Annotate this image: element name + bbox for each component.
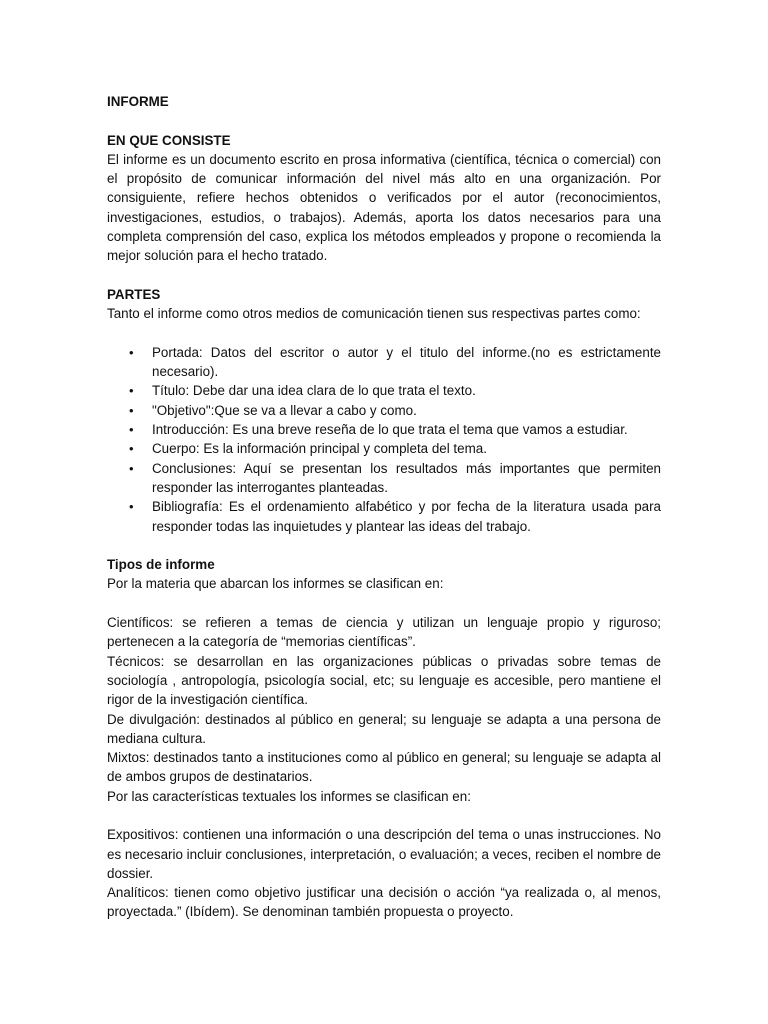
bullet-icon: • xyxy=(129,422,134,438)
bullet-icon: • xyxy=(129,499,134,515)
paragraph-expositivos: Expositivos: contienen una información o una descripción del tema o unas instrucciones. No es necesario incluir conclusiones, interpretación, o evaluación; a veces, reciben el nombre de dossier. xyxy=(107,827,661,881)
bullet-icon: • xyxy=(129,402,134,418)
section-heading-partes: PARTES xyxy=(107,286,161,302)
spacer xyxy=(107,536,661,555)
list-item-introduccion xyxy=(107,420,661,439)
spacer xyxy=(107,324,661,343)
paragraph-tecnicos: Técnicos: se desarrollan en las organizaciones públicas o privadas sobre temas de sociología , antropología, psicología social, etc; su lenguaje es accesible, pero mantiene el rigor de la investigación científica. xyxy=(107,653,661,708)
section-heading-consiste: EN QUE CONSISTE xyxy=(107,132,231,148)
list-item-cuerpo xyxy=(107,439,661,458)
list-item-text: "Objetivo":Que se va a llevar a cabo y como. xyxy=(152,402,417,418)
bullet-icon: • xyxy=(129,441,134,457)
bullet-icon: • xyxy=(129,460,134,476)
bullet-icon: • xyxy=(129,383,134,399)
spacer xyxy=(107,266,661,285)
paragraph-tipos-intro2: Por las características textuales los informes se clasifican en: xyxy=(107,788,471,804)
list-item-text: Portada: Datos del escritor o autor y el titulo del informe.(no es estrictamente necesario). xyxy=(152,344,661,380)
paragraph-consiste: El informe es un documento escrito en prosa informativa (científica, técnica o comercial) con el propósito de comunicar información del nivel más alto en una organización. Por consiguiente, refiere hechos obtenidos o verificados por el autor (reconocimientos, investigaciones, estudios, o trabajos). Además, aporta los datos necesarios para una completa comprensión del caso, explica los métodos empleados y propone o recomienda la mejor solución para el hecho tratado. xyxy=(107,151,661,264)
section-heading-tipos: Tipos de informe xyxy=(107,557,215,573)
list-item-text: Cuerpo: Es la información principal y completa del tema. xyxy=(152,441,487,457)
list-item-text: Conclusiones: Aquí se presentan los resultados más importantes que permiten responder las interrogantes planteadas. xyxy=(152,460,661,495)
list-item-text: Título: Debe dar una idea clara de lo que trata el texto. xyxy=(152,383,476,399)
list-item-objetivo xyxy=(107,401,661,420)
paragraph-partes-intro: Tanto el informe como otros medios de comunicación tienen sus respectivas partes como: xyxy=(107,306,641,322)
paragraph-mixtos: Mixtos: destinados tanto a instituciones como al público en general; su lenguaje se adapta al de ambos grupos de destinatarios. xyxy=(107,750,661,785)
paragraph-tipos-intro: Por la materia que abarcan los informes se clasifican en: xyxy=(107,576,444,592)
spacer xyxy=(107,806,661,825)
list-item-conclusiones xyxy=(107,459,661,498)
paragraph-cientificos: Científicos: se refieren a temas de ciencia y utilizan un lenguaje propio y riguroso; pertenecen a la categoría de “memorias científicas”. xyxy=(107,615,661,650)
document-page xyxy=(107,92,661,922)
bullet-icon: • xyxy=(129,344,134,360)
partes-list xyxy=(107,343,661,536)
spacer xyxy=(107,594,661,613)
list-item-text: Introducción: Es una breve reseña de lo que trata el tema que vamos a estudiar. xyxy=(152,422,628,438)
list-item-text: Bibliografía: Es el ordenamiento alfabético y por fecha de la literatura usada para responder todas las inquietudes y plantear las ideas del trabajo. xyxy=(152,499,661,534)
paragraph-analiticos: Analíticos: tienen como objetivo justificar una decisión o acción “ya realizada o, al menos, proyectada.” (Ibídem). Se denominan también propuesta o proyecto. xyxy=(107,885,661,920)
list-item-titulo xyxy=(107,381,661,400)
spacer xyxy=(107,111,661,130)
list-item-bibliografia xyxy=(107,497,661,536)
document-title: INFORME xyxy=(107,94,169,109)
list-item-portada xyxy=(107,343,661,382)
paragraph-divulgacion: De divulgación: destinados al público en general; su lenguaje se adapta a una persona de mediana cultura. xyxy=(107,711,661,746)
